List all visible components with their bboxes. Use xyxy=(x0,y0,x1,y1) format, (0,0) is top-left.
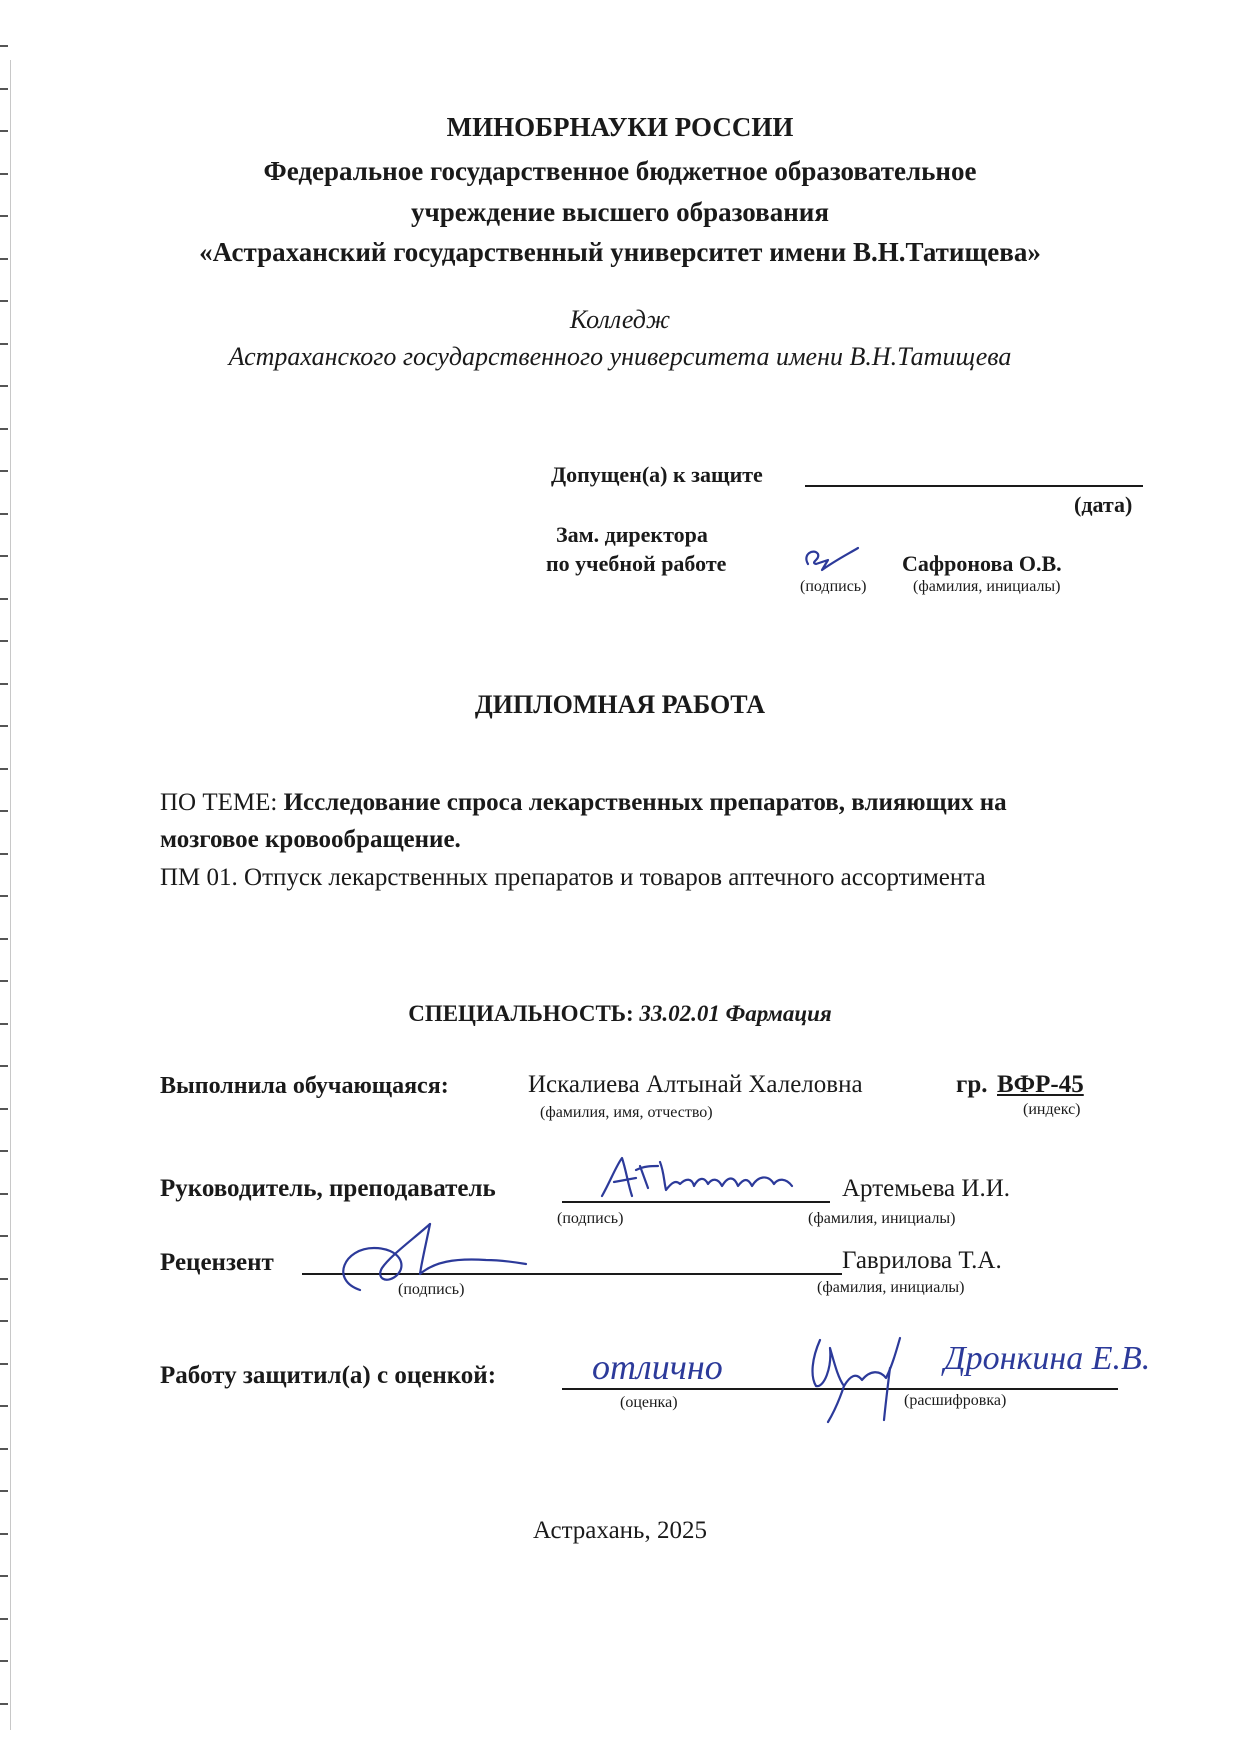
deputy-name: Сафронова О.В. xyxy=(902,551,1062,576)
binding-edge-mark xyxy=(0,45,8,47)
binding-edge-mark xyxy=(0,810,8,812)
specialty-line xyxy=(0,1001,1240,1027)
binding-edge-mark xyxy=(0,470,8,472)
binding-edge-mark xyxy=(0,1405,8,1407)
document-title: ДИПЛОМНАЯ РАБОТА xyxy=(474,690,766,719)
binding-edge-mark xyxy=(0,1490,8,1492)
binding-edge-mark xyxy=(0,768,8,770)
supervisor-label: Руководитель, преподаватель xyxy=(160,1175,496,1202)
group-caption: (индекс) xyxy=(1023,1101,1081,1118)
binding-edge-mark xyxy=(0,980,8,982)
institution-line-1: Федеральное государственное бюджетное образовательное xyxy=(263,156,977,186)
institution-line-2: учреждение высшего образования xyxy=(411,197,829,227)
binding-edge-mark xyxy=(0,385,8,387)
defense-grade-handwritten: отлично xyxy=(592,1347,723,1387)
deputy-title-line-1: Зам. директора xyxy=(556,522,708,547)
topic-line-2: мозговое кровообращение. xyxy=(160,826,461,853)
reviewer-signature-caption: (подпись) xyxy=(398,1281,465,1298)
deputy-signature-caption: (подпись) xyxy=(800,578,867,595)
supervisor-name: Артемьева И.И. xyxy=(842,1175,1010,1202)
date-caption: (дата) xyxy=(1074,492,1133,517)
binding-edge-mark xyxy=(0,1235,8,1237)
specialty-value: 33.02.01 Фармация xyxy=(639,1001,832,1026)
city-year: Астрахань, 2025 xyxy=(533,1517,707,1544)
deputy-signature xyxy=(796,540,866,576)
college-line-1: Колледж xyxy=(569,305,671,334)
binding-edge-mark xyxy=(0,1660,8,1662)
binding-edge-mark xyxy=(0,428,8,430)
binding-edge-mark xyxy=(0,1363,8,1365)
supervisor-signature xyxy=(588,1152,820,1206)
group-label: гр. xyxy=(956,1071,988,1098)
binding-edge-mark xyxy=(0,598,8,600)
deputy-title-line-2: по учебной работе xyxy=(546,551,727,576)
admission-date-line xyxy=(805,485,1143,487)
binding-edge-mark xyxy=(0,1320,8,1322)
binding-edge-mark xyxy=(0,1108,8,1110)
binding-edge-mark xyxy=(0,725,8,727)
binding-edge-mark xyxy=(0,1448,8,1450)
defense-signature xyxy=(800,1328,910,1424)
group-value: ВФР-45 xyxy=(997,1071,1084,1098)
professional-module: ПМ 01. Отпуск лекарственных препаратов и товаров аптечного ассортимента xyxy=(160,864,986,891)
reviewer-name: Гаврилова Т.А. xyxy=(842,1247,1002,1274)
student-label: Выполнила обучающаяся: xyxy=(160,1073,449,1099)
binding-edge-mark xyxy=(0,938,8,940)
defense-label: Работу защитил(а) с оценкой: xyxy=(160,1362,497,1389)
defense-decoding-caption: (расшифровка) xyxy=(904,1392,1007,1409)
binding-edge-mark xyxy=(0,1150,8,1152)
institution-line-3: «Астраханский государственный университет имени В.Н.Татищева» xyxy=(199,237,1041,267)
topic-text-1: Исследование спроса лекарственных препаратов, влияющих на xyxy=(283,789,1007,816)
binding-edge-mark xyxy=(0,895,8,897)
topic-line-1 xyxy=(160,789,1007,817)
binding-edge-mark xyxy=(0,683,8,685)
binding-edge-mark xyxy=(0,1193,8,1195)
defense-decoding-handwritten: Дронкина Е.В. xyxy=(944,1340,1151,1377)
binding-edge-mark xyxy=(0,555,8,557)
binding-edge-mark xyxy=(0,853,8,855)
binding-edge-mark xyxy=(0,640,8,642)
binding-edge-mark xyxy=(0,1278,8,1280)
ministry-heading: МИНОБРНАУКИ РОССИИ xyxy=(446,112,794,142)
reviewer-label: Рецензент xyxy=(160,1249,274,1276)
binding-edge-mark xyxy=(0,1703,8,1705)
binding-edge-mark xyxy=(0,1618,8,1620)
reviewer-name-caption: (фамилия, инициалы) xyxy=(817,1279,965,1296)
defense-grade-caption: (оценка) xyxy=(620,1394,678,1411)
binding-edge-mark xyxy=(0,88,8,90)
admission-label: Допущен(а) к защите xyxy=(551,462,763,487)
binding-edge-mark xyxy=(0,1065,8,1067)
college-line-2: Астраханского государственного университета имени В.Н.Татищева xyxy=(228,342,1012,371)
specialty-label: СПЕЦИАЛЬНОСТЬ: xyxy=(408,1001,634,1026)
student-name-caption: (фамилия, имя, отчество) xyxy=(540,1104,713,1121)
deputy-name-caption: (фамилия, инициалы) xyxy=(913,578,1061,595)
supervisor-signature-caption: (подпись) xyxy=(557,1210,624,1227)
supervisor-name-caption: (фамилия, инициалы) xyxy=(808,1210,956,1227)
binding-edge-mark xyxy=(0,513,8,515)
topic-prefix: ПО ТЕМЕ: xyxy=(160,789,278,816)
student-name: Искалиева Алтынай Халеловна xyxy=(528,1071,863,1098)
binding-edge-mark xyxy=(0,300,8,302)
binding-edge-mark xyxy=(0,1575,8,1577)
